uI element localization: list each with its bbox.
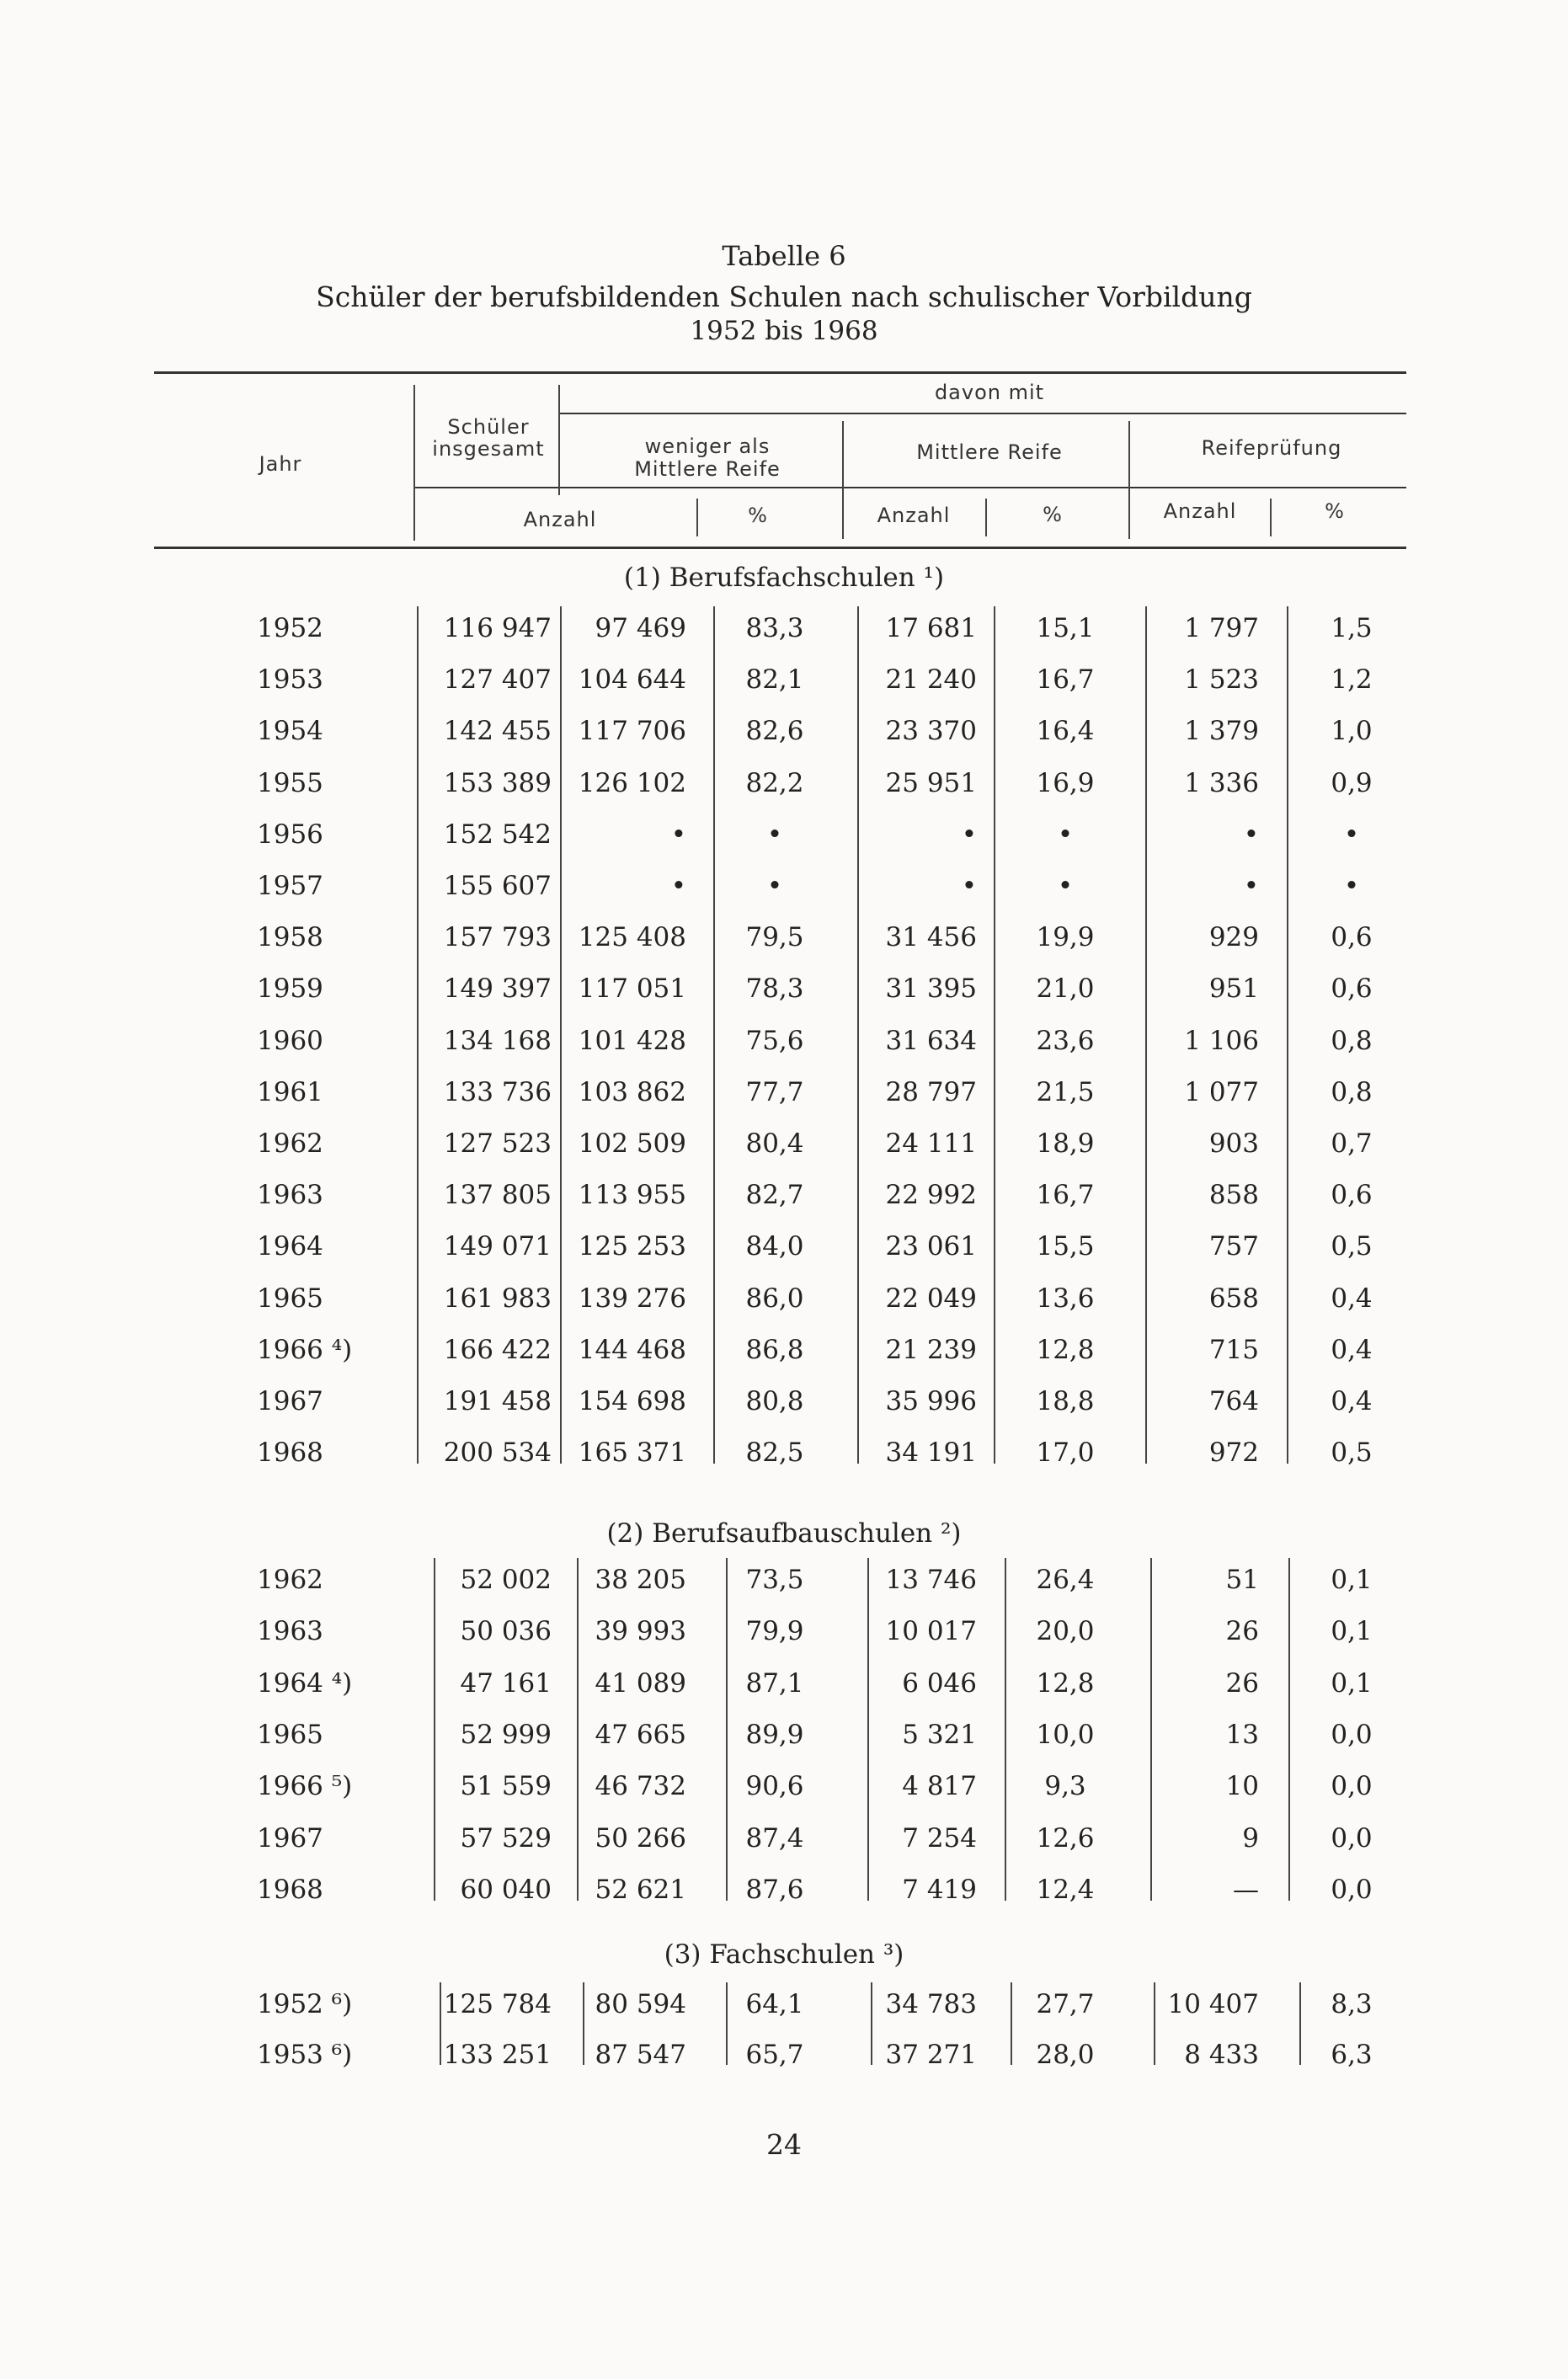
value-cell-wa: 39 993 (595, 1616, 686, 1647)
value-cell-mp: 21,5 (1036, 1076, 1095, 1107)
value-cell-ma: 35 996 (885, 1386, 977, 1416)
value-cell-wa: 113 955 (578, 1180, 686, 1211)
year-cell: 1963 (257, 1180, 323, 1211)
value-cell-rp: 0,0 (1331, 1719, 1373, 1750)
header-schueler-insgesamt: Schüler insgesamt (432, 415, 545, 461)
header-vline (1128, 421, 1130, 539)
value-cell-ra: • (1243, 871, 1259, 901)
header-anzahl: Anzahl (1163, 499, 1237, 523)
value-cell-insg: 149 397 (443, 973, 552, 1005)
year-cell: 1967 (257, 1386, 323, 1416)
table-subtitle: Schüler der berufsbildenden Schulen nach schulischer Vorbildung (316, 280, 1252, 313)
value-cell-mp: 9,3 (1044, 1771, 1086, 1802)
value-cell-wa: 80 594 (595, 1989, 686, 2019)
value-cell-wa: 52 621 (595, 1874, 686, 1905)
value-cell-ra: 10 407 (1167, 1989, 1259, 2019)
value-cell-rp: 1,0 (1331, 716, 1373, 747)
value-cell-wp: 73,5 (745, 1565, 804, 1595)
value-cell-wp: 82,1 (745, 664, 804, 696)
year-cell: 1961 (257, 1076, 323, 1107)
year-cell: 1957 (257, 871, 323, 901)
value-cell-insg: 153 389 (443, 767, 552, 798)
table-period: 1952 bis 1968 (690, 316, 878, 346)
value-cell-wp: 87,4 (745, 1822, 804, 1854)
year-cell: 1968 (257, 1874, 323, 1905)
value-cell-mp: • (1057, 871, 1074, 901)
column-rule (1287, 606, 1288, 1464)
header-vline (413, 385, 415, 541)
value-cell-mp: 10,0 (1036, 1719, 1095, 1750)
value-cell-wa: 50 266 (595, 1822, 686, 1854)
value-cell-insg: 127 407 (443, 664, 552, 696)
value-cell-ma: 21 239 (885, 1334, 977, 1365)
value-cell-ma: 22 049 (885, 1283, 977, 1314)
value-cell-ra: 764 (1208, 1386, 1259, 1416)
value-cell-ra: 1 523 (1184, 664, 1259, 696)
value-cell-ma: 6 046 (902, 1667, 977, 1699)
column-rule (1005, 1558, 1006, 1901)
year-cell: 1954 (257, 716, 323, 747)
value-cell-wp: 82,7 (745, 1180, 804, 1211)
value-cell-mp: 26,4 (1036, 1565, 1095, 1595)
value-cell-wp: 79,9 (745, 1616, 804, 1647)
value-cell-insg: 157 793 (443, 922, 552, 953)
value-cell-insg: 133 251 (443, 2040, 552, 2070)
value-cell-wa: 144 468 (578, 1334, 686, 1365)
value-cell-rp: 0,4 (1331, 1283, 1373, 1314)
value-cell-ra: 8 433 (1184, 2040, 1259, 2070)
section-title: (1) Berufsfachschulen ¹) (623, 563, 945, 593)
value-cell-rp: 1,2 (1331, 664, 1373, 696)
value-cell-insg: 60 040 (460, 1874, 552, 1905)
value-cell-wp: 86,0 (745, 1283, 804, 1314)
value-cell-mp: 12,6 (1036, 1822, 1095, 1854)
header-prozent: % (1325, 499, 1345, 523)
value-cell-wp: 86,8 (745, 1334, 804, 1365)
value-cell-ra: 13 (1225, 1719, 1259, 1750)
value-cell-wp: 82,2 (745, 767, 804, 798)
value-cell-ma: • (961, 871, 977, 901)
value-cell-ra: 858 (1208, 1180, 1259, 1211)
header-top-rule (154, 371, 1406, 374)
value-cell-ra: 26 (1225, 1667, 1259, 1699)
value-cell-insg: 125 784 (443, 1989, 552, 2019)
value-cell-wp: 90,6 (745, 1771, 804, 1802)
value-cell-wp: 87,1 (745, 1667, 804, 1699)
value-cell-insg: 133 736 (443, 1076, 552, 1107)
value-cell-mp: 15,5 (1036, 1231, 1095, 1262)
value-cell-insg: 51 559 (460, 1771, 552, 1802)
value-cell-ra: 9 (1242, 1822, 1259, 1854)
year-cell: 1964 (257, 1231, 323, 1262)
value-cell-mp: 12,8 (1036, 1667, 1095, 1699)
value-cell-wp: • (766, 819, 783, 850)
value-cell-wp: 65,7 (745, 2040, 804, 2070)
value-cell-rp: 0,0 (1331, 1822, 1373, 1854)
value-cell-mp: 21,0 (1036, 973, 1095, 1005)
value-cell-insg: 137 805 (443, 1180, 552, 1211)
value-cell-mp: 18,9 (1036, 1128, 1095, 1159)
header-vline (1270, 499, 1272, 536)
value-cell-ma: 22 992 (885, 1180, 977, 1211)
value-cell-wp: 82,6 (745, 716, 804, 747)
value-cell-insg: 52 999 (460, 1719, 552, 1750)
year-cell: 1958 (257, 922, 323, 953)
value-cell-mp: • (1057, 819, 1074, 850)
value-cell-ma: 7 254 (902, 1822, 977, 1854)
column-rule (1288, 1558, 1290, 1901)
value-cell-rp: 0,5 (1331, 1438, 1373, 1469)
value-cell-wp: 79,5 (745, 922, 804, 953)
value-cell-wp: 64,1 (745, 1989, 804, 2019)
header-prozent: % (748, 504, 768, 527)
value-cell-wa: 102 509 (578, 1128, 686, 1159)
value-cell-mp: 17,0 (1036, 1438, 1095, 1469)
value-cell-insg: 50 036 (460, 1616, 552, 1647)
value-cell-ma: 17 681 (885, 613, 977, 643)
value-cell-insg: 57 529 (460, 1822, 552, 1854)
value-cell-ma: 4 817 (902, 1771, 977, 1802)
value-cell-insg: 142 455 (443, 716, 552, 747)
value-cell-wa: 104 644 (578, 664, 686, 696)
value-cell-wp: • (766, 871, 783, 901)
value-cell-ra: 1 797 (1184, 613, 1259, 643)
value-cell-ma: 23 370 (885, 716, 977, 747)
value-cell-ra: 1 106 (1184, 1025, 1259, 1056)
value-cell-rp: • (1343, 819, 1360, 850)
value-cell-wa: 41 089 (595, 1667, 686, 1699)
value-cell-ma: 10 017 (885, 1616, 977, 1647)
year-cell: 1962 (257, 1565, 323, 1595)
header-jahr: Jahr (259, 452, 302, 476)
year-cell: 1963 (257, 1616, 323, 1647)
value-cell-mp: 23,6 (1036, 1025, 1095, 1056)
value-cell-mp: 13,6 (1036, 1283, 1095, 1314)
header-anzahl: Anzahl (877, 504, 951, 527)
value-cell-rp: 0,4 (1331, 1386, 1373, 1416)
value-cell-wp: 89,9 (745, 1719, 804, 1750)
header-vline (985, 499, 987, 536)
section-title: (2) Berufsaufbauschulen ²) (606, 1518, 962, 1549)
value-cell-rp: 0,0 (1331, 1771, 1373, 1802)
year-cell: 1964 ⁴) (257, 1667, 353, 1699)
value-cell-rp: • (1343, 871, 1360, 901)
value-cell-wa: 38 205 (595, 1565, 686, 1595)
value-cell-ra: 757 (1208, 1231, 1259, 1262)
value-cell-ra: 658 (1208, 1283, 1259, 1314)
value-cell-ra: 903 (1208, 1128, 1259, 1159)
value-cell-rp: 6,3 (1331, 2040, 1373, 2070)
value-cell-ma: 31 634 (885, 1025, 977, 1056)
year-cell: 1967 (257, 1822, 323, 1854)
value-cell-wa: • (670, 819, 686, 850)
section-title: (3) Fachschulen ³) (664, 1939, 904, 1970)
header-vline (842, 421, 844, 539)
value-cell-mp: 15,1 (1036, 613, 1095, 643)
value-cell-ra: — (1233, 1874, 1259, 1905)
value-cell-rp: 0,4 (1331, 1334, 1373, 1365)
value-cell-wa: 101 428 (578, 1025, 686, 1056)
value-cell-ma: 7 419 (902, 1874, 977, 1905)
value-cell-mp: 20,0 (1036, 1616, 1095, 1647)
value-cell-ma: 31 395 (885, 973, 977, 1005)
value-cell-insg: 127 523 (443, 1128, 552, 1159)
value-cell-insg: 47 161 (460, 1667, 552, 1699)
value-cell-insg: 155 607 (443, 871, 552, 901)
value-cell-insg: 161 983 (443, 1283, 552, 1314)
year-cell: 1965 (257, 1719, 323, 1750)
value-cell-rp: 0,9 (1331, 767, 1373, 798)
year-cell: 1955 (257, 767, 323, 798)
year-cell: 1952 ⁶) (257, 1989, 353, 2019)
value-cell-wa: 139 276 (578, 1283, 686, 1314)
value-cell-ma: 31 456 (885, 922, 977, 953)
value-cell-ma: • (961, 819, 977, 850)
value-cell-ra: 10 (1225, 1771, 1259, 1802)
value-cell-wp: 80,4 (745, 1128, 804, 1159)
value-cell-ra: 1 077 (1184, 1076, 1259, 1107)
value-cell-ma: 28 797 (885, 1076, 977, 1107)
year-cell: 1953 (257, 664, 323, 696)
column-rule (713, 606, 715, 1464)
value-cell-wp: 87,6 (745, 1874, 804, 1905)
value-cell-mp: 16,9 (1036, 767, 1095, 798)
value-cell-mp: 12,4 (1036, 1874, 1095, 1905)
value-cell-mp: 19,9 (1036, 922, 1095, 953)
value-cell-wa: 154 698 (578, 1386, 686, 1416)
value-cell-ma: 34 191 (885, 1438, 977, 1469)
header-bottom-rule (154, 547, 1406, 549)
value-cell-wa: 117 051 (578, 973, 686, 1005)
value-cell-wa: 97 469 (595, 613, 686, 643)
year-cell: 1968 (257, 1438, 323, 1469)
value-cell-rp: 0,8 (1331, 1076, 1373, 1107)
value-cell-mp: 16,7 (1036, 1180, 1095, 1211)
value-cell-wa: 126 102 (578, 767, 686, 798)
value-cell-mp: 27,7 (1036, 1989, 1095, 2019)
value-cell-rp: 1,5 (1331, 613, 1373, 643)
value-cell-mp: 28,0 (1036, 2040, 1095, 2070)
value-cell-wp: 78,3 (745, 973, 804, 1005)
year-cell: 1966 ⁵) (257, 1771, 353, 1802)
header-prozent: % (1043, 503, 1063, 526)
value-cell-wp: 75,6 (745, 1025, 804, 1056)
value-cell-mp: 16,4 (1036, 716, 1095, 747)
value-cell-wp: 82,5 (745, 1438, 804, 1469)
value-cell-rp: 0,6 (1331, 1180, 1373, 1211)
year-cell: 1960 (257, 1025, 323, 1056)
header-vline (558, 385, 560, 495)
value-cell-mp: 12,8 (1036, 1334, 1095, 1365)
header-vline (696, 499, 698, 536)
value-cell-insg: 200 534 (443, 1438, 552, 1469)
year-cell: 1965 (257, 1283, 323, 1314)
year-cell: 1959 (257, 973, 323, 1005)
value-cell-ma: 23 061 (885, 1231, 977, 1262)
column-rule (1011, 1982, 1012, 2065)
value-cell-rp: 0,1 (1331, 1616, 1373, 1647)
value-cell-rp: 0,1 (1331, 1667, 1373, 1699)
value-cell-rp: 0,6 (1331, 922, 1373, 953)
header-anzahl: Anzahl (523, 508, 597, 531)
value-cell-ma: 34 783 (885, 1989, 977, 2019)
value-cell-ma: 21 240 (885, 664, 977, 696)
value-cell-ra: 972 (1208, 1438, 1259, 1469)
value-cell-ma: 5 321 (902, 1719, 977, 1750)
value-cell-insg: 191 458 (443, 1386, 552, 1416)
value-cell-insg: 134 168 (443, 1025, 552, 1056)
value-cell-ra: 951 (1208, 973, 1259, 1005)
value-cell-ra: 26 (1225, 1616, 1259, 1647)
value-cell-insg: 149 071 (443, 1231, 552, 1262)
year-cell: 1953 ⁶) (257, 2040, 353, 2070)
value-cell-wp: 84,0 (745, 1231, 804, 1262)
value-cell-ma: 37 271 (885, 2040, 977, 2070)
value-cell-ra: 715 (1208, 1334, 1259, 1365)
header-rule-sub (413, 487, 1406, 488)
value-cell-wa: 125 408 (578, 922, 686, 953)
value-cell-insg: 152 542 (443, 819, 552, 850)
value-cell-insg: 166 422 (443, 1334, 552, 1365)
column-rule (994, 606, 995, 1464)
value-cell-ra: • (1243, 819, 1259, 850)
value-cell-insg: 52 002 (460, 1565, 552, 1595)
value-cell-wa: 117 706 (578, 716, 686, 747)
value-cell-wa: 47 665 (595, 1719, 686, 1750)
header-davon-mit: davon mit (934, 381, 1045, 404)
value-cell-wp: 83,3 (745, 613, 804, 643)
value-cell-ma: 13 746 (885, 1565, 977, 1595)
year-cell: 1956 (257, 819, 323, 850)
header-weniger-als: weniger als Mittlere Reife (634, 435, 781, 481)
value-cell-rp: 0,7 (1331, 1128, 1373, 1159)
value-cell-insg: 116 947 (443, 613, 552, 643)
value-cell-wa: 165 371 (578, 1438, 686, 1469)
value-cell-rp: 0,8 (1331, 1025, 1373, 1056)
header-mittlere-reife: Mittlere Reife (916, 440, 1063, 464)
value-cell-wa: • (670, 871, 686, 901)
value-cell-rp: 8,3 (1331, 1989, 1373, 2019)
value-cell-ra: 1 336 (1184, 767, 1259, 798)
value-cell-ra: 51 (1225, 1565, 1259, 1595)
value-cell-ra: 929 (1208, 922, 1259, 953)
value-cell-mp: 18,8 (1036, 1386, 1095, 1416)
header-reifepruefung: Reifeprüfung (1201, 436, 1342, 460)
value-cell-rp: 0,6 (1331, 973, 1373, 1005)
value-cell-mp: 16,7 (1036, 664, 1095, 696)
value-cell-ma: 25 951 (885, 767, 977, 798)
value-cell-wp: 80,8 (745, 1386, 804, 1416)
value-cell-rp: 0,5 (1331, 1231, 1373, 1262)
value-cell-wa: 125 253 (578, 1231, 686, 1262)
value-cell-ra: 1 379 (1184, 716, 1259, 747)
value-cell-rp: 0,1 (1331, 1565, 1373, 1595)
value-cell-wa: 46 732 (595, 1771, 686, 1802)
value-cell-wa: 87 547 (595, 2040, 686, 2070)
table-title: Tabelle 6 (722, 240, 846, 272)
header-rule-davon (558, 413, 1406, 414)
year-cell: 1952 (257, 613, 323, 643)
year-cell: 1962 (257, 1128, 323, 1159)
year-cell: 1966 ⁴) (257, 1334, 353, 1365)
page-number: 24 (766, 2128, 802, 2161)
value-cell-rp: 0,0 (1331, 1874, 1373, 1905)
value-cell-wa: 103 862 (578, 1076, 686, 1107)
value-cell-ma: 24 111 (885, 1128, 977, 1159)
value-cell-wp: 77,7 (745, 1076, 804, 1107)
